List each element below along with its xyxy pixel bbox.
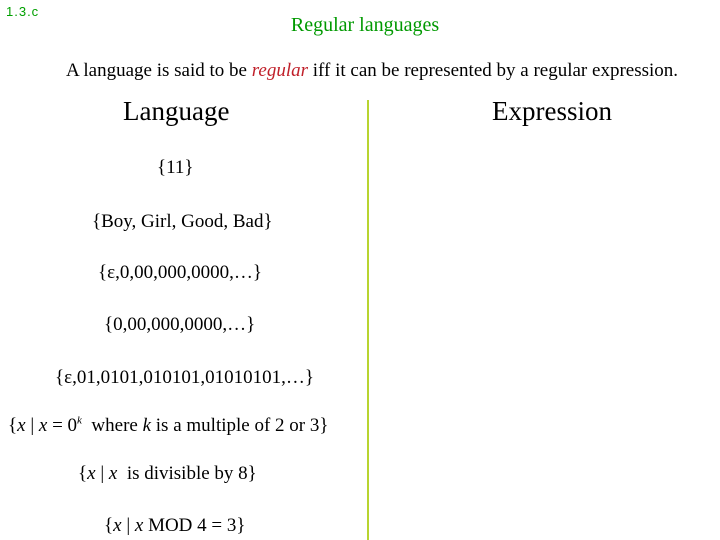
- slide-title: Regular languages: [290, 14, 440, 36]
- language-item-6: [8, 415, 329, 437]
- intro-before: A language is said to be: [65, 60, 252, 81]
- item6-var: x: [17, 415, 26, 436]
- language-item-4: {0,00,000,0000,…}: [104, 314, 256, 335]
- item6-mid: where: [81, 415, 143, 436]
- item6-var3: k: [142, 415, 152, 436]
- item8-open: {: [104, 515, 114, 536]
- item6-rest: is a multiple of 2 or 3}: [151, 415, 329, 436]
- item7-bar: |: [95, 463, 109, 484]
- item7-var: x: [87, 463, 96, 484]
- item8-var2: x: [134, 515, 144, 536]
- language-item-2: {Boy, Girl, Good, Bad}: [92, 211, 273, 232]
- language-item-8: [104, 515, 245, 537]
- item6-open: {: [8, 415, 18, 436]
- slide-number: 1.3.c: [6, 4, 40, 19]
- item7-var2: x: [108, 463, 118, 484]
- item8-var: x: [113, 515, 122, 536]
- item6-eq: = 0: [47, 415, 78, 436]
- language-column-heading: Language: [123, 96, 230, 126]
- item6-exp: k: [77, 414, 82, 427]
- language-item-7: [78, 463, 257, 485]
- item7-rest: is divisible by 8}: [117, 463, 257, 484]
- intro-emphasis: regular: [251, 60, 309, 81]
- intro-sentence: [0, 60, 720, 82]
- item6-bar: |: [25, 415, 39, 436]
- item6-var2: x: [38, 415, 48, 436]
- language-item-3: {ε,0,00,000,0000,…}: [98, 262, 262, 283]
- expression-column-heading: Expression: [492, 96, 612, 126]
- language-item-5: {ε,01,0101,010101,01010101,…}: [55, 367, 314, 388]
- item8-bar: |: [121, 515, 135, 536]
- item7-open: {: [78, 463, 88, 484]
- column-divider: [367, 100, 369, 540]
- intro-after: iff it can be represented by a regular expression.: [308, 60, 679, 81]
- language-item-1: {11}: [157, 157, 194, 178]
- item8-rest: MOD 4 = 3}: [143, 515, 246, 536]
